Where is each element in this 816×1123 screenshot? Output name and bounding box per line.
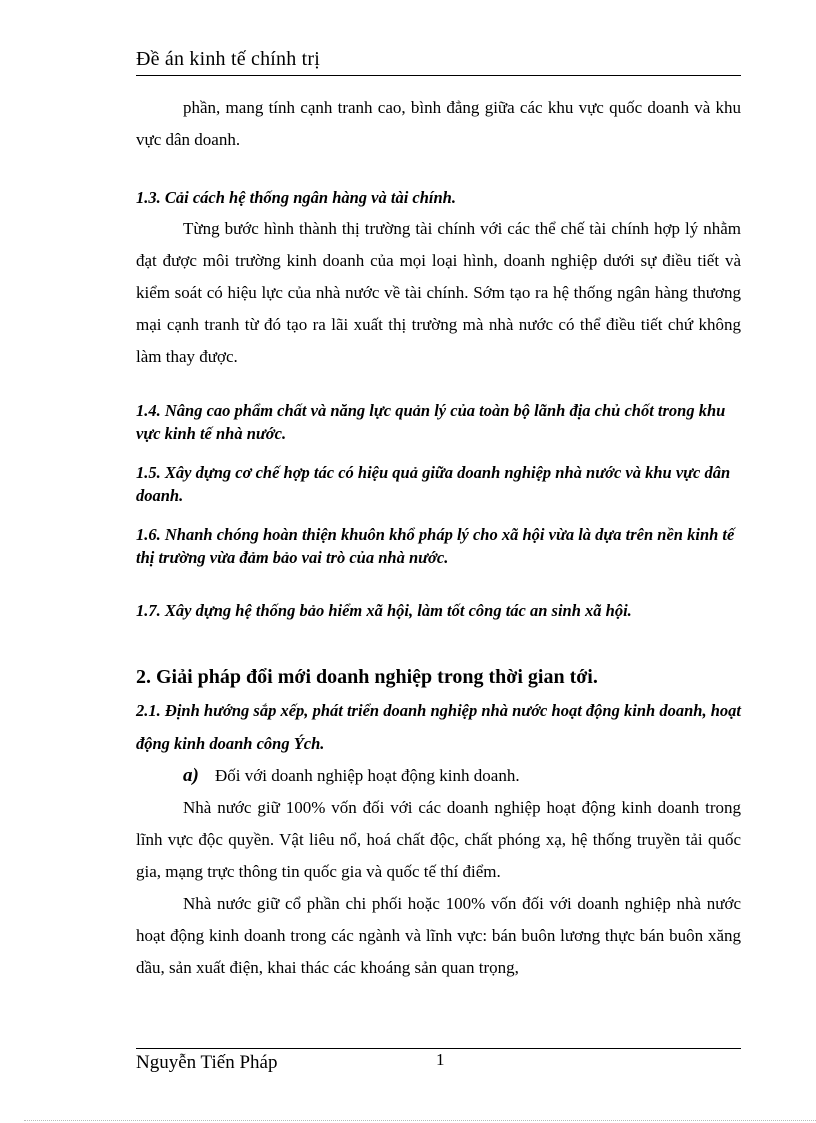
page-edge-divider xyxy=(24,1120,816,1121)
sub-item-a xyxy=(136,760,741,792)
sub-item-text: Đối với doanh nghiệp hoạt động kinh doanh. xyxy=(215,766,520,785)
heading-2: 2. Giải pháp đổi mới doanh nghiệp trong thời gian tới. xyxy=(136,666,598,688)
sub-item-marker: a) xyxy=(183,765,199,786)
paragraph-monopoly: Nhà nước giữ 100% vốn đối với các doanh nghiệp hoạt động kinh doanh trong lĩnh vực độc quyền. Vật liêu nổ, hoá chất độc, chất phóng xạ, hệ thống truyền tải quốc gia, mạng trực thông tin quốc gia và quốc tế thí điểm. xyxy=(136,798,741,881)
page-number: 1 xyxy=(436,1050,445,1069)
document-body xyxy=(136,92,741,984)
heading-1-3: 1.3. Cải cách hệ thống ngân hàng và tài chính. xyxy=(136,188,456,207)
heading-2-1: 2.1. Định hướng sắp xếp, phát triển doanh nghiệp nhà nước hoạt động kinh doanh, hoạt động kinh doanh công Ých. xyxy=(136,701,741,753)
heading-1-7: 1.7. Xây dựng hệ thống bảo hiểm xã hội, làm tốt công tác an sinh xã hội. xyxy=(136,601,632,620)
heading-1-5: 1.5. Xây dựng cơ chế hợp tác có hiệu quả giữa doanh nghiệp nhà nước và khu vực dân doanh. xyxy=(136,463,731,505)
paragraph-shares: Nhà nước giữ cổ phần chi phối hoặc 100% vốn đối với doanh nghiệp nhà nước hoạt động kinh doanh trong các ngành và lĩnh vực: bán buôn lương thực bán buôn xăng dầu, sản xuất điện, khai thác các khoáng sản quan trọng, xyxy=(136,894,741,977)
paragraph-continuation: phần, mang tính cạnh tranh cao, bình đẳng giữa các khu vực quốc doanh và khu vực dân doanh. xyxy=(136,98,741,149)
footer-author: Nguyễn Tiến Pháp xyxy=(136,1052,278,1073)
heading-1-6: 1.6. Nhanh chóng hoàn thiện khuôn khổ pháp lý cho xã hội vừa là dựa trên nền kinh tế thị trường vừa đảm bảo vai trò của nhà nước. xyxy=(136,525,735,567)
heading-1-4: 1.4. Nâng cao phẩm chất và năng lực quản lý của toàn bộ lãnh địa chủ chốt trong khu vực kinh tế nhà nước. xyxy=(136,401,726,443)
page-header: Đề án kinh tế chính trị xyxy=(136,48,741,76)
paragraph-banking: Từng bước hình thành thị trường tài chính với các thể chế tài chính hợp lý nhằm đạt được môi trường kinh doanh của mọi loại hình, doanh nghiệp dưới sự điều tiết và kiểm soát có hiệu lực của nhà nước về tài chính. Sớm tạo ra hệ thống ngân hàng thương mại cạnh tranh từ đó tạo ra lãi xuất thị trường mà nhà nước có thể điều tiết chứ không làm thay được. xyxy=(136,219,741,366)
footer-divider xyxy=(136,1048,741,1049)
